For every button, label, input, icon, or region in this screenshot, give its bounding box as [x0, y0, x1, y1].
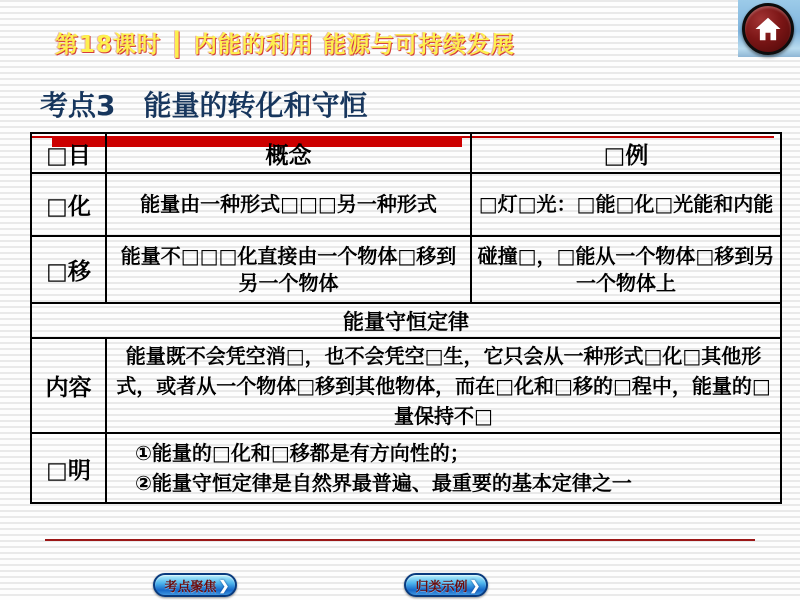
button-label: 考点聚焦 — [164, 578, 217, 594]
row-example: □灯□光：□能□化□光能和内能 — [471, 173, 781, 236]
page-header-title: 第18课时 ┃ 内能的利用 能源与可持续发展 — [55, 32, 515, 58]
row-label: □移 — [31, 236, 106, 303]
table-row-law-title — [31, 303, 781, 338]
note-line-2: ②能量守恒定律是自然界最普遍、最重要的基本定律之一 — [135, 471, 632, 495]
home-button[interactable] — [742, 3, 794, 55]
table-header-row — [31, 133, 781, 173]
guilei-shili-button[interactable] — [404, 573, 488, 597]
row-label: □明 — [31, 433, 106, 503]
table-row-content — [31, 338, 781, 433]
law-title-cell: 能量守恒定律 — [31, 303, 781, 338]
note-line-1: ①能量的□化和□移都是有方向性的； — [135, 441, 470, 465]
law-content-cell: 能量既不会凭空消□，也不会凭空□生，它只会从一种形式□化□其他形式，或者从一个物体□移到其他物体，而在□化和□移的□程中，能量的□量保持不□ — [106, 338, 781, 433]
table-row-transfer — [31, 236, 781, 303]
row-concept: 能量由一种形式□□□另一种形式 — [106, 173, 471, 236]
header-cell-example: □例 — [471, 133, 781, 173]
notes-cell — [106, 433, 781, 503]
row-label: □化 — [31, 173, 106, 236]
header-cell-concept: 概念 — [106, 133, 471, 173]
concept-table-area — [30, 132, 780, 502]
table-row-notes — [31, 433, 781, 503]
button-label: 归类示例 — [415, 578, 468, 594]
chevron-right-icon: ❯ — [469, 577, 481, 593]
row-example: 碰撞□，□能从一个物体□移到另一个物体上 — [471, 236, 781, 303]
row-label: 内容 — [31, 338, 106, 433]
home-corner-panel — [738, 0, 800, 57]
row-concept: 能量不□□□化直接由一个物体□移到另一个物体 — [106, 236, 471, 303]
bottom-divider-line — [45, 539, 755, 541]
header-cell-item: □目 — [31, 133, 106, 173]
section-heading: 考点3 能量的转化和守恒 — [40, 89, 368, 122]
home-icon — [753, 14, 783, 44]
table-row-transform — [31, 173, 781, 236]
kaodian-jujiao-button[interactable] — [153, 573, 237, 597]
chevron-right-icon: ❯ — [218, 577, 230, 593]
concept-table — [30, 132, 782, 504]
